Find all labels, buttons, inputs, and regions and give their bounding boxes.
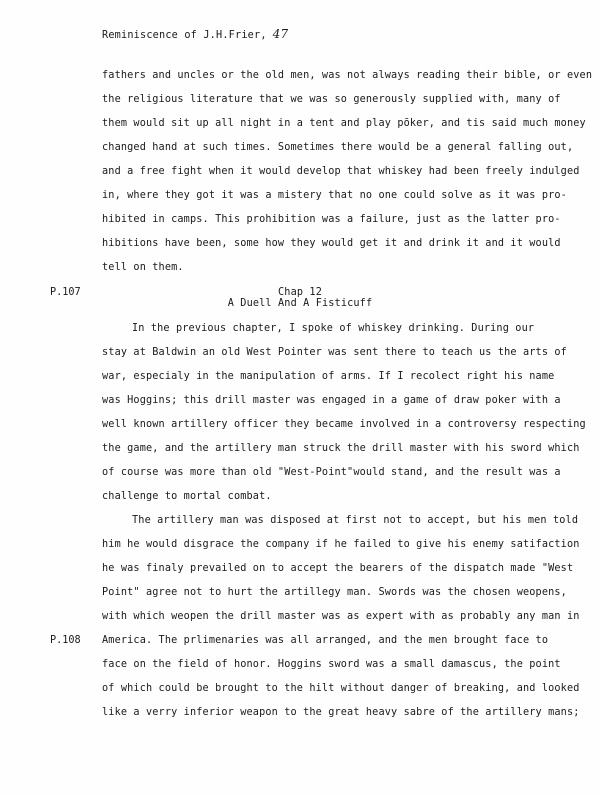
text-line: him he would disgrace the company if he failed to give his enemy satifaction xyxy=(102,539,580,550)
text-line: hibited in camps. This prohibition was a failure, just as the latter pro- xyxy=(102,214,561,225)
text-line: face on the field of honor. Hoggins sword was a small damascus, the point xyxy=(102,659,561,670)
chapter-title: A Duell And A Fisticuff xyxy=(227,298,373,309)
text-line: America. The prlimenaries was all arranged, and the men brought face to xyxy=(102,635,549,646)
text-line: challenge to mortal combat. xyxy=(102,491,272,502)
header-title: Reminiscence of J.H.Frier, xyxy=(102,30,267,41)
text-line: of which could be brought to the hilt without danger of breaking, and looked xyxy=(102,683,580,694)
margin-page-reference: P.107 xyxy=(50,287,81,298)
text-line: well known artillery officer they became involved in a controversy respecting xyxy=(102,419,586,430)
text-line: of course was more than old "West-Point"would stand, and the result was a xyxy=(102,467,561,478)
chapter-number: Chap 12 xyxy=(278,287,322,298)
text-line: fathers and uncles or the old men, was not always reading their bible, or even xyxy=(102,70,593,81)
text-line: was Hoggins; this drill master was engaged in a game of draw poker with a xyxy=(102,395,561,406)
text-line: tell on them. xyxy=(102,262,184,273)
text-line: with which weopen the drill master was as expert with as probably any man in xyxy=(102,611,580,622)
text-line: like a verry inferior weapon to the great heavy sabre of the artillery mans; xyxy=(102,707,580,718)
text-line: them would sit up all night in a tent and play pōker, and tis said much money xyxy=(102,118,586,129)
text-line: Point" agree not to hurt the artillegy man. Swords was the chosen weopens, xyxy=(102,587,567,598)
text-line: and a free fight when it would develop that whiskey had been freely indulged xyxy=(102,166,580,177)
page-number: 47 xyxy=(272,27,289,41)
text-line: changed hand at such times. Sometimes there would be a general falling out, xyxy=(102,142,574,153)
text-line: hibitions have been, some how they would get it and drink it and it would xyxy=(102,238,561,249)
text-line: the game, and the artillery man struck the drill master with his sword which xyxy=(102,443,580,454)
text-line: war, especialy in the manipulation of arms. If I recolect right his name xyxy=(102,371,555,382)
text-line: In the previous chapter, I spoke of whiskey drinking. During our xyxy=(132,323,535,334)
page-header xyxy=(102,27,288,41)
text-line: he was finaly prevailed on to accept the bearers of the dispatch made "West xyxy=(102,563,574,574)
text-line: stay at Baldwin an old West Pointer was sent there to teach us the arts of xyxy=(102,347,567,358)
margin-page-reference: P.108 xyxy=(50,635,81,646)
text-line: in, where they got it was a mistery that no one could solve as it was pro- xyxy=(102,190,567,201)
text-line: the religious literature that we was so generously supplied with, many of xyxy=(102,94,561,105)
text-line: The artillery man was disposed at first not to accept, but his men told xyxy=(132,515,579,526)
